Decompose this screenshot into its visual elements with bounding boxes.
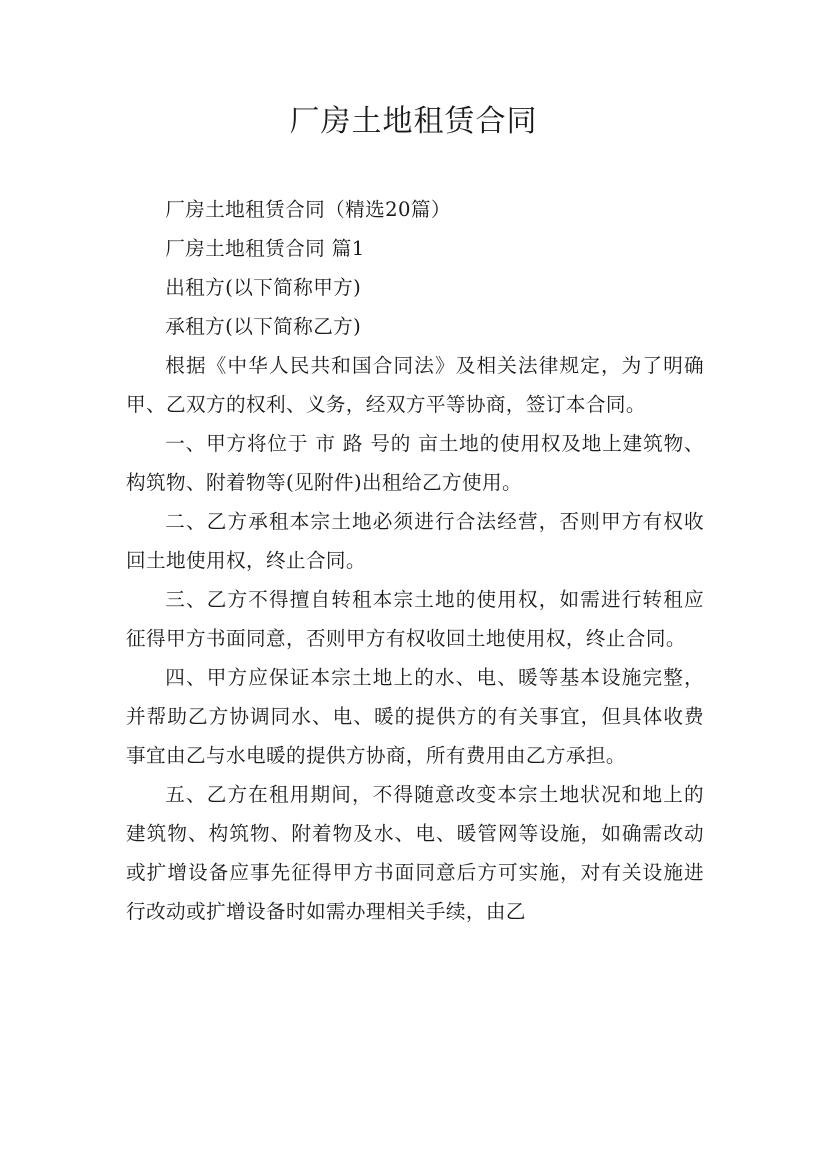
paragraph-preamble: 根据《中华人民共和国合同法》及相关法律规定，为了明确甲、乙双方的权利、义务，经双方平等协商，签订本合同。: [126, 354, 704, 416]
document-title: 厂房土地租赁合同: [289, 104, 538, 139]
paragraph-clause-2: 二、乙方承租本宗土地必须进行合法经营，否则甲方有权收回土地使用权，终止合同。: [126, 510, 704, 572]
paragraph-clause-3: 三、乙方不得擅自转租本宗土地的使用权，如需进行转租应征得甲方书面同意，否则甲方有权收回土地使用权，终止合同。: [126, 588, 704, 650]
paragraph-lessor: 出租方(以下简称甲方): [165, 276, 362, 299]
paragraph-clause-1: 一、甲方将位于 市 路 号的 亩土地的使用权及地上建筑物、构筑物、附着物等(见附件)出租给乙方使用。: [126, 432, 704, 494]
document-body: [126, 190, 704, 931]
paragraph-section-heading: 厂房土地租赁合同 篇1: [165, 237, 365, 260]
paragraph-clause-5: 五、乙方在租用期间，不得随意改变本宗土地状况和地上的建筑物、构筑物、附着物及水、电、暖管网等设施，如确需改动或扩增设备应事先征得甲方书面同意后方可实施，对有关设施进行改动或扩增设备时如需办理相关手续，由乙: [126, 783, 704, 923]
paragraph-lessee: 承租方(以下简称乙方): [165, 315, 362, 338]
paragraph-subtitle: 厂房土地租赁合同（精选20篇）: [165, 198, 451, 221]
paragraph-clause-4: 四、甲方应保证本宗土地上的水、电、暖等基本设施完整，并帮助乙方协调同水、电、暖的提供方的有关事宜，但具体收费事宜由乙与水电暖的提供方协商，所有费用由乙方承担。: [126, 666, 704, 767]
